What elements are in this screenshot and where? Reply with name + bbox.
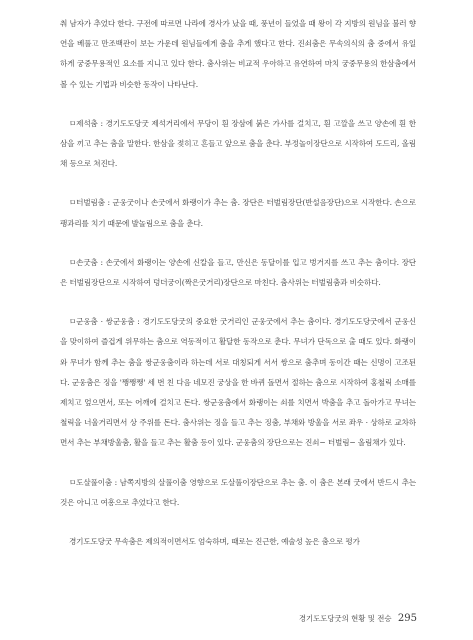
page-footer <box>299 613 417 624</box>
paragraph-conclusion: 경기도도당굿 무속춤은 제의적이면서도 엄숙하며, 때로는 진근한, 예술성 높은 춤으로 평가 <box>69 537 360 547</box>
page-number: 295 <box>397 613 417 624</box>
paragraph-jinsoe-dance: 춰 남자가 추었다 한다. 구전에 따르면 나라에 경사가 났을 때, 풍년이 들었을 때 왕이 각 지방의 원님을 불러 향연을 베풀고 만조백관이 보는 가운데 원님들에게 춤을 추게 했다고 한다. 진쇠춤은 무속의식의 춤 중에서 유일하게 궁중무용적인 요소를 지니고 있다 한다. 춤사위는 비교적 우아하고 유연하여 마치 궁중무용의 한삼춤에서 볼 수 있는 기법과 비슷한 동작이 나타난다. <box>60 19 416 89</box>
paragraph-jeseok-dance: ㅁ제석춤 : 경기도도당굿 제석거리에서 무당이 흰 장삼에 붉은 가사를 걸치고, 흰 고깔을 쓰고 양손에 흰 한삼을 끼고 추는 춤을 말한다. 한삼을 젖히고 흔들고 앞으로 춤을 춘다. 부정놀이장단으로 시작하여 도드리, 올림채 등으로 쳐진다. <box>60 118 416 169</box>
paragraph-songut-dance: ㅁ손굿춤 : 손굿에서 화랭이는 양손에 신칼을 들고, 만신은 동달이를 입고 벙거지를 쓰고 추는 춤이다. 장단은 터벌림장단으로 시작하여 덩더궁이(짝은굿거리)장단으로 마친다. 춤사위는 터벌림춤과 비슷하다. <box>60 257 416 288</box>
paragraph-dosalpuri-dance: ㅁ도살풀이춤 : 남쪽지방의 살풀이춤 영향으로 도살풀이장단으로 추는 춤. 이 춤은 본래 굿에서 반드시 추는 것은 아니고 여흥으로 추었다고 한다. <box>60 477 416 507</box>
paragraph-gunung-dance: ㅁ군웅춤 · 쌍군웅춤 : 경기도도당굿의 중요한 굿거리인 군웅굿에서 추는 춤이다. 경기도도당굿에서 군웅신을 맞이하여 즐겁게 위무하는 춤으로 역동적이고 활달한 동작으로 춘다. 무녀가 단독으로 출 때도 있다. 화랭이와 무녀가 함께 추는 춤을 쌍군웅춤이라 하는데 서로 대칭되게 서서 쌍으로 춤추며 동이간 때는 신명이 고조된다. 군웅춤은 징을 '쨍쨍쨍' 세 번 친 다음 네모진 궁상을 한 바퀴 돌면서 절하는 춤으로 시작하여 홍철릭 소매를 제치고 엎으면서, 또는 어깨에 걸치고 돈다. 쌍군웅춤에서 화랭이는 쇠를 치면서 박춤을 추고 돌아가고 무녀는 철릭을 너울거리면서 상 주위를 돈다. 춤사위는 징을 들고 추는 징춤, 부채와 방울을 서로 좌우 · 상하로 교차하면서 추는 부채방울춤, 활을 들고 추는 활춤 등이 있다. 군웅춤의 장단으로는 진쇠− 터벌림− 올림채가 있다. <box>60 317 416 448</box>
body-text <box>60 14 416 552</box>
paragraph-teobeollim-dance: ㅁ터벌림춤 : 군웅굿이나 손굿에서 화랭이가 추는 춤. 장단은 터벌림장단(반설음장단)으로 시작한다. 손으로 팽과리를 치기 때문에 발놀림으로 춤을 춘다. <box>60 198 416 228</box>
running-title: 경기도도당굿의 현황 및 전승 <box>298 614 392 623</box>
